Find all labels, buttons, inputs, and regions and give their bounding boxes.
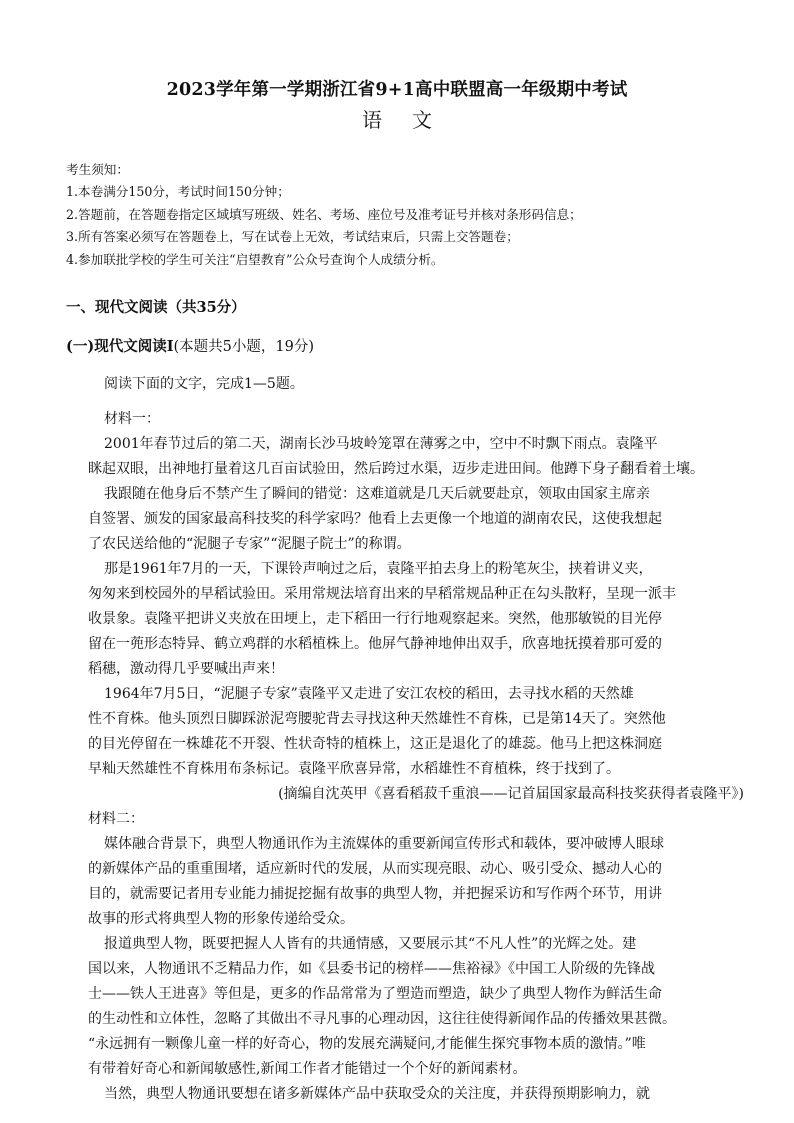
passage-line: 的目光停留在一株雄花不开裂、性状奇特的植株上，这正是退化了的雄蕊。他马上把这株洞庭	[88, 736, 662, 752]
subsection-heading	[66, 335, 314, 356]
passage-line: “永远拥有一颗像儿童一样的好奇心，物的发展充满疑问,才能催生探究事物本质的激情。”唯	[88, 1036, 646, 1052]
passage-line: 自签署、颁发的国家最高科技奖的科学家吗？他看上去更像一个地道的湖南农民，这使我想起	[88, 511, 662, 527]
passage-line: 故事的形式将典型人物的形象传递给受众。	[88, 911, 354, 927]
passage-line: 媒体融合背景下，典型人物通讯作为主流媒体的重要新闻宣传形式和载体，要冲破博人眼球	[104, 836, 664, 852]
passage-line: 目的，就需要记者用专业能力捕捉挖掘有故事的典型人物，并把握采访和写作两个环节，用讲	[88, 886, 662, 902]
passage-line: 了农民送给他的“泥腿子专家”“泥腿子院士”的称谓。	[88, 536, 411, 552]
passage-line: 稻穗，激动得几乎要喊出声来！	[88, 661, 284, 677]
passage-line: 当然，典型人物通讯要想在诸多新媒体产品中获取受众的关注度，并获得预期影响力，就	[104, 1086, 650, 1102]
instruction-item: 4.参加联批学校的学生可关注“启望教育”公众号查询个人成绩分析。	[66, 251, 444, 267]
subject-title: 语文	[362, 108, 462, 132]
passage-line: 的生动性和立体性，忽略了其做出不寻凡事的心理动因，这往往使得新闻作品的传播效果甚微。	[88, 1011, 676, 1027]
exam-title: 2023学年第一学期浙江省9+1高中联盟高一年级期中考试	[166, 80, 628, 100]
passage-line: 早籼天然雄性不育株用布条标记。袁隆平欣喜异常，水稻雄性不育植株，终于找到了。	[88, 761, 620, 777]
instruction-item: 3.所有答案必须写在答题卷上，写在试卷上无效，考试结束后，只需上交答题卷；	[66, 229, 519, 245]
instruction-item: 2.答题前，在答题卷指定区域填写班级、姓名、考场、座位号及准考证号并核对条形码信息；	[66, 206, 582, 222]
passage-line: 国以来，人物通讯不乏精品力作，如《县委书记的榜样——焦裕禄》《中国工人阶级的先锋战	[88, 961, 655, 977]
passage-line: 收景象。袁隆平把讲义夹放在田埂上，走下稻田一行行地观察起来。突然，他那敏锐的目光停	[88, 611, 662, 627]
passage-line: 报道典型人物，既要把握人人皆有的共通情感，又要展示其“不凡人性”的光辉之处。建	[104, 936, 637, 952]
passage-line: 2001年春节过后的第二天，湖南长沙马坡岭笼罩在薄雾之中，空中不时飘下雨点。袁隆平	[104, 436, 658, 452]
instruction-item: 1.本卷满分150分，考试时间150分钟；	[66, 184, 290, 200]
subsection-detail: (本题共5小题，19分)	[173, 339, 315, 355]
passage-line: 士——铁人王进喜》等但是，更多的作品常常为了塑造而塑造，缺少了典型人物作为鲜活生命	[88, 986, 662, 1002]
passage-instruction: 阅读下面的文字，完成1—5题。	[104, 376, 304, 392]
passage-line: 的新媒体产品的重重围堵，适应新时代的发展，从而实现亮眼、动心、吸引受众、撼动人心的	[88, 861, 662, 877]
instructions-heading: 考生须知：	[66, 162, 129, 177]
passage-line: 匆匆来到校园外的早稻试验田。采用常规法培育出来的早稻常规品种正在勾头散籽，呈现一派丰	[88, 586, 676, 602]
reading-passage	[88, 372, 748, 1107]
passage-line: 1964年7月5日，“泥腿子专家”袁隆平又走进了安江农校的稻田，去寻找水稻的天然雄	[104, 686, 634, 702]
exam-instructions	[66, 159, 746, 271]
material-label: 材料一：	[104, 411, 160, 427]
material-label: 材料二：	[88, 811, 144, 827]
section-heading: 一、现代文阅读（共35分）	[66, 299, 246, 316]
passage-line: 那是1961年7月的一天，下课铃声响过之后，袁隆平拍去身上的粉笔灰尘，挟着讲义夹，	[104, 561, 653, 577]
subsection-title: (一)现代文阅读I	[66, 338, 174, 355]
passage-line: 有带着好奇心和新闻敏感性,新闻工作者才能错过一个个好的新闻素材。	[88, 1061, 527, 1077]
passage-line: 性不育株。他头顶烈日脚踩淤泥弯腰驼背去寻找这种天然雄性不育株，已是第14天了。突然他	[88, 711, 666, 727]
passage-line: 眯起双眼，出神地打量着这几百亩试验田，然后跨过水渠，迈步走进田间。他蹲下身子翻看着土壤。	[88, 461, 704, 477]
passage-line: 我跟随在他身后不禁产生了瞬间的错觉：这难道就是几天后就要赴京，领取由国家主席亲	[104, 486, 650, 502]
material-source: (摘编自沈英甲《喜看稻菽千重浪——记首届国家最高科技奖获得者袁隆平》)	[278, 786, 744, 802]
passage-line: 留在一蔸形态特异、鹤立鸡群的水稻植株上。他屏气静神地伸出双手，欣喜地抚摸着那可爱的	[88, 636, 662, 652]
